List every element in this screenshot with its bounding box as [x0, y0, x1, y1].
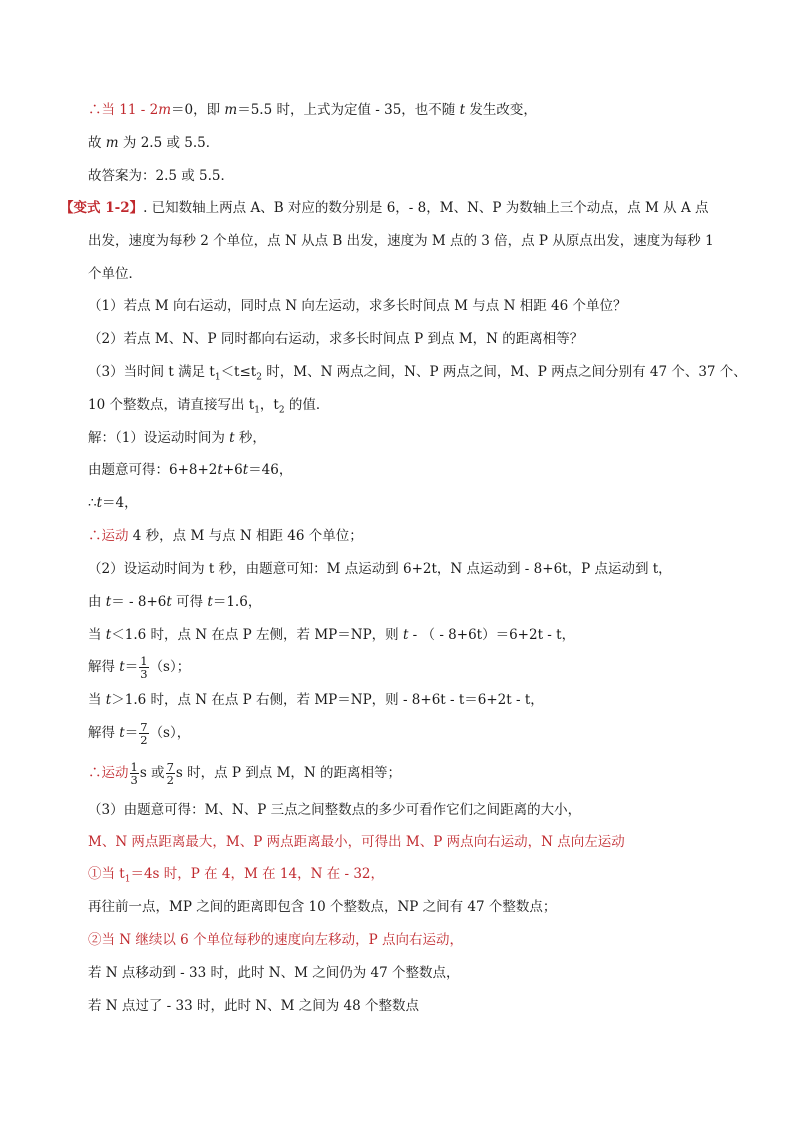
- var-t: t: [105, 594, 112, 610]
- text: 当: [88, 692, 106, 708]
- line-12: [88, 460, 292, 480]
- text: 由题意可得：6+8+2: [88, 462, 218, 478]
- text: ＝4s 时，P 在 4，M 在 14，N 在 - 32，: [130, 866, 385, 882]
- var-t: t: [217, 462, 223, 478]
- line-18: [88, 652, 190, 682]
- line-7: （1）若点 M 向右运动，同时点 N 向左运动，求多长时间点 M 与点 N 相距 46 个单位？: [88, 298, 627, 314]
- line-22: （3）由题意可得：M、N、P 三点之间整数点的多少可看作它们之间距离的大小，: [88, 802, 582, 818]
- text: ＜t≤t: [220, 364, 257, 380]
- text: +6: [222, 462, 243, 478]
- var-m: m: [105, 135, 119, 151]
- line-4: [60, 198, 709, 218]
- text: （s），: [149, 725, 191, 741]
- line-13: [88, 493, 138, 513]
- denominator: 3: [130, 773, 138, 787]
- var-t: t: [96, 495, 103, 511]
- text: 4 秒，点 M 与点 N 相距 46 个单位；: [128, 528, 363, 544]
- text: 由: [88, 594, 106, 610]
- line-5: 出发，速度为每秒 2 个单位，点 N 从点 B 出发，速度为 M 点的 3 倍，点 P 从原点出发，速度为每秒 1: [88, 233, 714, 249]
- line-15: （2）设运动时间为 t 秒，由题意可知：M 点运动到 6+2t，N 点运动到 - 8+6t，P 点运动到 t，: [88, 561, 672, 577]
- text: （3）当时间 t 满足 t: [88, 364, 215, 380]
- var-m: m: [224, 102, 238, 118]
- text: ＝0，即: [171, 102, 225, 118]
- fraction: [139, 655, 148, 680]
- line-20: [88, 718, 190, 748]
- line-24: [88, 864, 384, 890]
- text: ∴: [88, 495, 97, 511]
- var-t: t: [402, 627, 409, 643]
- text: （s）；: [149, 659, 191, 675]
- text: ∴当 11 - 2: [88, 102, 159, 118]
- fraction: [130, 761, 139, 786]
- var-t: t: [229, 430, 235, 446]
- text: ＝: [124, 725, 139, 741]
- text: ∴运动: [88, 765, 129, 781]
- numerator: 7: [166, 760, 174, 774]
- line-26: ②当 N 继续以 6 个单位每秒的速度向左移动，P 点向右运动，: [88, 932, 463, 948]
- text: 秒，: [234, 430, 266, 446]
- line-14: [88, 526, 363, 546]
- denominator: 3: [140, 667, 148, 681]
- var-t: t: [119, 659, 125, 675]
- text: s 时，点 P 到点 M，N 的距离相等；: [175, 765, 401, 781]
- line-8: （2）若点 M、N、P 同时都向右运动，求多长时间点 P 到点 M，N 的距离相等？: [88, 331, 584, 347]
- text: s 或: [139, 765, 165, 781]
- fraction: [139, 721, 148, 746]
- text: 解：（1）设运动时间为: [88, 430, 230, 446]
- line-11: [88, 428, 266, 448]
- line-16: [88, 592, 261, 612]
- var-t: t: [105, 692, 112, 708]
- line-3: 故答案为：2.5 或 5.5．: [88, 168, 235, 184]
- var-m: m: [158, 102, 172, 118]
- text: 时，M、N 两点之间，N、P 两点之间，M、P 两点之间分别有 47 个、37 个、: [261, 364, 747, 380]
- text: ＝: [124, 659, 139, 675]
- line-27: 若 N 点移动到 - 33 时，此时 N、M 之间仍为 47 个整数点，: [88, 965, 460, 981]
- text: 当: [88, 627, 106, 643]
- line-19: [88, 690, 544, 710]
- line-17: [88, 625, 575, 645]
- var-t: t: [242, 462, 249, 478]
- text: ＝ - 8+6: [111, 594, 167, 610]
- line-1: [88, 100, 537, 120]
- denominator: 2: [166, 773, 174, 787]
- var-t: t: [119, 725, 125, 741]
- var-t: t: [459, 102, 466, 118]
- line-25: 再往前一点，MP 之间的距离即包含 10 个整数点，NP 之间有 47 个整数点；: [88, 899, 557, 915]
- text: 可得: [171, 594, 208, 610]
- text: 为 2.5 或 5.5．: [118, 135, 220, 151]
- line-10: [88, 395, 329, 421]
- line-6: 个单位．: [88, 266, 142, 282]
- numerator: 1: [140, 654, 148, 668]
- subscript: 2: [256, 372, 262, 383]
- denominator: 2: [140, 733, 148, 747]
- text: ＜1.6 时，点 N 在点 P 左侧，若 MP＝NP，则: [111, 627, 403, 643]
- text: 的值．: [284, 397, 330, 413]
- text: ＝5.5 时，上式为定值 - 35，也不随: [237, 102, 460, 118]
- text: 解得: [88, 725, 120, 741]
- line-21: [88, 758, 401, 788]
- numerator: 7: [140, 720, 148, 734]
- text: - （ - 8+6t）＝6+2t - t，: [408, 627, 576, 643]
- fraction: [166, 761, 175, 786]
- var-t: t: [207, 594, 213, 610]
- subscript: 1: [214, 372, 221, 383]
- text: ＝4，: [102, 495, 138, 511]
- text: 故: [88, 135, 106, 151]
- text: . 已知数轴上两点 A、B 对应的数分别是 6，- 8，M、N、P 为数轴上三个动点，点 M 从 A 点: [143, 200, 709, 216]
- var-t: t: [105, 627, 112, 643]
- text: ∴运动: [88, 528, 129, 544]
- subscript: 1: [124, 874, 131, 885]
- text: ①当 t: [88, 866, 125, 882]
- subscript: 2: [278, 405, 285, 416]
- text: 解得: [88, 659, 120, 675]
- line-23: M、N 两点距离最大，M、P 两点距离最小，可得出 M、P 两点向右运动，N 点向左运动: [88, 834, 625, 850]
- line-9: [88, 362, 747, 388]
- variant-tag: 【变式 1-2】: [60, 200, 144, 216]
- text: 10 个整数点，请直接写出 t: [88, 397, 255, 413]
- var-t: t: [166, 594, 172, 610]
- text: 发生改变，: [465, 102, 537, 118]
- line-28: 若 N 点过了 - 33 时，此时 N、M 之间为 48 个整数点: [88, 998, 419, 1014]
- text: ＝1.6，: [212, 594, 262, 610]
- text: ，t: [259, 397, 279, 413]
- line-2: [88, 133, 219, 153]
- numerator: 1: [130, 760, 138, 774]
- subscript: 1: [254, 405, 260, 416]
- text: ＝46，: [248, 462, 293, 478]
- text: ＞1.6 时，点 N 在点 P 右侧，若 MP＝NP，则 - 8+6t - t＝6+2t - t，: [111, 692, 544, 708]
